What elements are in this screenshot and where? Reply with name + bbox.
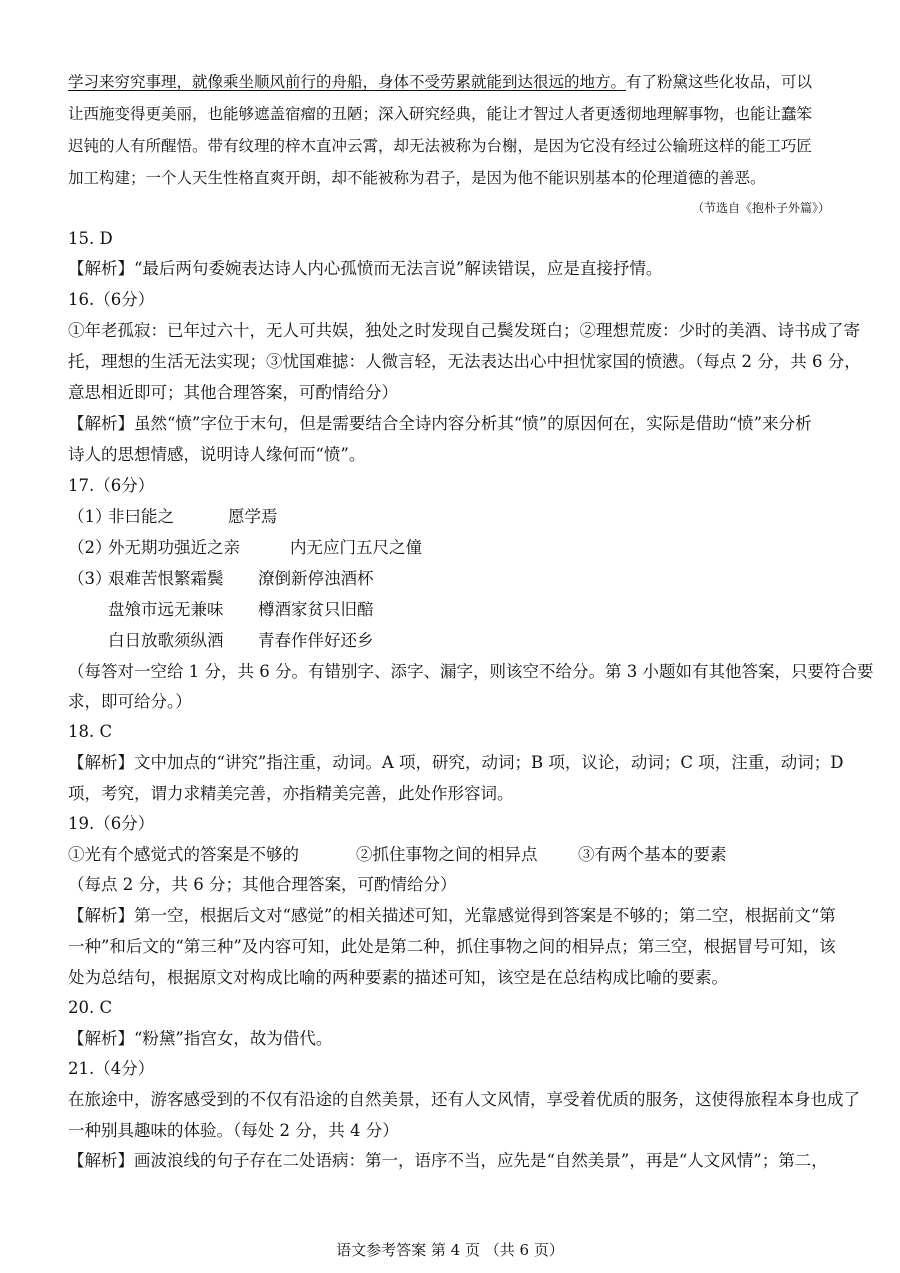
q17-row-4-answer-b: 樽酒家贫只旧醅 xyxy=(258,600,374,619)
q19-analysis-line-2: 一种”和后文的“第三种”及内容可知，此处是第二种，抓住事物之间的相异点；第三空，根据冒号可知，该 xyxy=(68,937,836,956)
q21-answer-line-2: 一种别具趣味的体验。（每处 2 分，共 4 分） xyxy=(68,1121,399,1140)
page-footer: 语文参考答案 第 4 页 （共 6 页） xyxy=(336,1241,564,1259)
q17-row-5-answer-b: 青春作伴好还乡 xyxy=(258,631,374,650)
translation-line-1 xyxy=(68,71,838,93)
q17-row-3-answer-b: 潦倒新停浊酒杯 xyxy=(258,569,374,588)
q19-answer-1: ①光有个感觉式的答案是不够的 xyxy=(68,845,299,864)
q17-row-1-answer-b: 愿学焉 xyxy=(228,507,278,526)
q18-analysis-line-2: 项，考究，谓力求精美完善，亦指精美完善，此处作形容词。 xyxy=(68,784,514,803)
translation-line-4: 加工构建；一个人天生性格直爽开朗，却不能被称为君子，是因为他不能识别基本的伦理道德的善恶。 xyxy=(68,169,766,187)
q16-analysis-line-2: 诗人的思想情感，说明诗人缘何而“愤”。 xyxy=(68,445,366,464)
q16-answer-line-1: ①年老孤寂：已年过六十，无人可共娱，独处之时发现自己鬓发斑白；②理想荒废：少时的美酒、诗书成了寄 xyxy=(68,321,860,340)
q17-row-1-label: （1） xyxy=(68,507,112,526)
q17-number: 17.（6分） xyxy=(68,476,155,495)
q18-analysis-line-1: 【解析】文中加点的“讲究”指注重，动词。A 项，研究，动词；B 项，议论，动词；C 项，注重，动词；D xyxy=(68,753,844,772)
q19-answer-3: ③有两个基本的要素 xyxy=(578,845,727,864)
q19-analysis-line-1: 【解析】第一空，根据后文对“感觉”的相关描述可知，光靠感觉得到答案是不够的；第二空，根据前文“第 xyxy=(68,906,836,925)
q21-number: 21.（4分） xyxy=(68,1059,155,1078)
q20-number: 20. C xyxy=(68,998,113,1017)
q20-analysis: 【解析】“粉黛”指宫女，故为借代。 xyxy=(68,1029,333,1048)
q21-answer-line-1: 在旅途中，游客感受到的不仅有沿途的自然美景，还有人文风情，享受着优质的服务，这使得旅程本身也成了 xyxy=(68,1090,860,1109)
q15-analysis: 【解析】“最后两句委婉表达诗人内心孤愤而无法言说”解读错误，应是直接抒情。 xyxy=(68,259,663,278)
q16-number: 16.（6分） xyxy=(68,290,155,309)
q17-row-5-answer-a: 白日放歌须纵酒 xyxy=(108,631,224,650)
q17-scoring-note-1: （每答对一空给 1 分，共 6 分。有错别字、添字、漏字，则该空不给分。第 3 小题如有其他答案，只要符合要 xyxy=(68,662,874,681)
q16-answer-line-3: 意思相近即可；其他合理答案，可酌情给分） xyxy=(68,383,398,402)
q19-analysis-line-3: 处为总结句，根据原文对构成比喻的两种要素的描述可知，该空是在总结构成比喻的要素。 xyxy=(68,968,728,987)
underlined-sentence: 学习来穷究事理，就像乘坐顺风前行的舟船，身体不受劳累就能到达很远的地方。 xyxy=(68,73,627,91)
q15-number: 15. D xyxy=(68,229,113,248)
q16-answer-line-2: 托，理想的生活无法实现；③忧国难摅：人微言轻，无法表达出心中担忧家国的愤懑。（每点 2 分，共 6 分， xyxy=(68,352,861,371)
q17-scoring-note-2: 求，即可给分。） xyxy=(68,692,192,711)
translation-line-1-rest: 有了粉黛这些化妆品，可以 xyxy=(626,73,813,91)
q17-row-4-answer-a: 盘飧市远无兼味 xyxy=(108,600,224,619)
q19-number: 19.（6分） xyxy=(68,814,155,833)
q17-row-3-answer-a: 艰难苦恨繁霜鬓 xyxy=(108,569,224,588)
q19-answer-2: ②抓住事物之间的相异点 xyxy=(356,845,538,864)
q16-analysis-line-1: 【解析】虽然“愤”字位于末句，但是需要结合全诗内容分析其“愤”的原因何在，实际是借助“愤”来分析 xyxy=(68,414,812,433)
translation-line-3: 迟钝的人有所醒悟。带有纹理的梓木直冲云霄，却无法被称为台榭，是因为它没有经过公输班这样的能工巧匠 xyxy=(68,137,813,155)
q17-row-2-answer-b: 内无应门五尺之僮 xyxy=(290,538,422,557)
q21-analysis-line-1: 【解析】画波浪线的句子存在二处语病：第一，语序不当，应先是“自然美景”，再是“人文风情”；第二， xyxy=(68,1151,828,1170)
translation-line-2: 让西施变得更美丽，也能够遮盖宿瘤的丑陋；深入研究经典，能让才智过人者更透彻地理解事物，也能让蠢笨 xyxy=(68,105,813,123)
q17-row-1-answer-a: 非曰能之 xyxy=(108,507,174,526)
q17-row-2-answer-a: 外无期功强近之亲 xyxy=(108,538,240,557)
q19-score: （每点 2 分，共 6 分；其他合理答案，可酌情给分） xyxy=(68,875,457,894)
q18-number: 18. C xyxy=(68,722,113,741)
source-citation: （节选自《抱朴子外篇》） xyxy=(691,201,830,215)
q17-row-3-label: （3） xyxy=(68,569,112,588)
q17-row-2-label: （2） xyxy=(68,538,112,557)
